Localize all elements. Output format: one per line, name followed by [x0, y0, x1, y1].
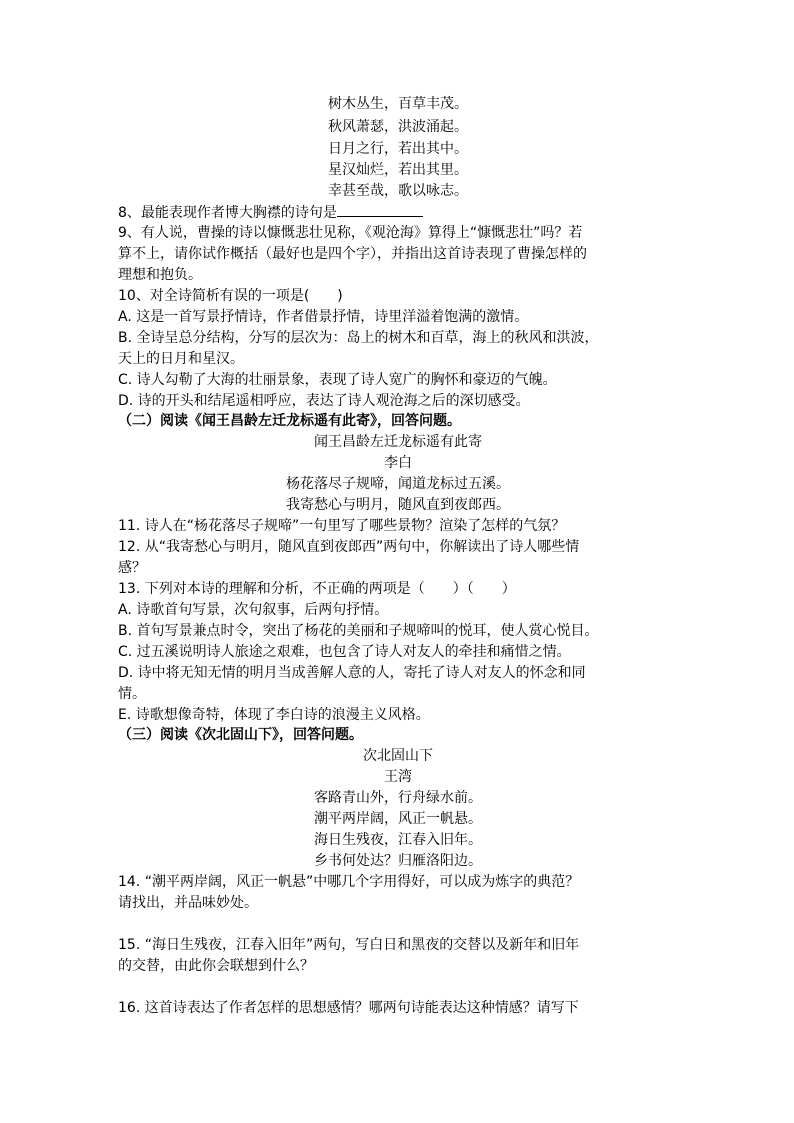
- question-13-option: D. 诗中将无知无情的明月当成善解人意的人，寄托了诗人对友人的怀念和同: [118, 665, 586, 681]
- answer-blank[interactable]: [337, 202, 423, 217]
- question-14-line: 14. “潮平两岸阔，风正一帆悬”中哪几个字用得好，可以成为炼字的典范？: [118, 874, 580, 890]
- question-8: [118, 202, 678, 224]
- poem2-line: 杨花落尽子规啼，闻道龙标过五溪。: [286, 476, 510, 492]
- question-13-stem: 13. 下列对本诗的理解和分析，不正确的两项是（ ）（ ）: [118, 581, 516, 597]
- poem3-line: 海日生残夜，江春入旧年。: [314, 832, 482, 848]
- poem3-line: 潮平两岸阔，风正一帆悬。: [314, 811, 482, 827]
- section-3-heading: （三）阅读《次北固山下》，回答问题。: [118, 727, 363, 743]
- poem3-line: 乡书何处达？归雁洛阳边。: [314, 853, 482, 869]
- poem1-line: 日月之行，若出其中。: [328, 141, 468, 157]
- question-13-option: B. 首句写景兼点时令，突出了杨花的美丽和子规啼叫的悦耳，使人赏心悦目。: [118, 623, 599, 639]
- question-13-option: A. 诗歌首句写景，次句叙事，后两句抒情。: [118, 602, 389, 618]
- question-9-line: 算不上，请你试作概括（最好也是四个字），并指出这首诗表现了曹操怎样的: [118, 246, 587, 262]
- question-15-line: 15. “海日生残夜，江春入旧年”两句，写白日和黑夜的交替以及新年和旧年: [118, 937, 580, 953]
- question-15-line: 的交替，由此你会联想到什么？: [118, 958, 314, 974]
- question-10-stem: 10、对全诗简析有误的一项是( ): [118, 288, 343, 304]
- poem3-title: 次北固山下: [363, 748, 433, 764]
- question-9-line: 9、有人说，曹操的诗以慷慨悲壮见称，《观沧海》算得上“慷慨悲壮”吗？若: [118, 225, 583, 241]
- poem1-line: 树木丛生，百草丰茂。: [328, 96, 468, 112]
- poem2-title: 闻王昌龄左迁龙标遥有此寄: [314, 434, 482, 450]
- question-10-option: 天上的日月和星汉。: [118, 351, 244, 367]
- section-2-heading: （二）阅读《闻王昌龄左迁龙标遥有此寄》，回答问题。: [118, 413, 461, 429]
- poem1-line: 星汉灿烂，若出其里。: [328, 162, 468, 178]
- question-14-line: 请找出，并品味妙处。: [118, 895, 258, 911]
- question-13-option: E. 诗歌想像奇特，体现了李白诗的浪漫主义风格。: [118, 707, 430, 723]
- poem1-line: 幸甚至哉，歌以咏志。: [328, 183, 468, 199]
- question-13-option: 情。: [118, 686, 146, 702]
- question-10-option: D. 诗的开头和结尾遥相呼应，表达了诗人观沧海之后的深切感受。: [118, 393, 530, 409]
- question-9-line: 理想和抱负。: [118, 267, 202, 283]
- question-16: 16. 这首诗表达了作者怎样的思想感情？哪两句诗能表达这种情感？请写下: [118, 1000, 579, 1016]
- poem3-author: 王湾: [384, 769, 412, 785]
- question-13-option: C. 过五溪说明诗人旅途之艰难，也包含了诗人对友人的牵挂和痛惜之情。: [118, 644, 571, 660]
- question-12-line: 感？: [118, 560, 146, 576]
- poem2-author: 李白: [384, 455, 412, 471]
- question-10-option: C. 诗人勾勒了大海的壮丽景象，表现了诗人宽广的胸怀和豪迈的气魄。: [118, 372, 557, 388]
- poem3-line: 客路青山外，行舟绿水前。: [314, 790, 482, 806]
- poem2-line: 我寄愁心与明月，随风直到夜郎西。: [286, 497, 510, 513]
- question-8-text: 8、最能表现作者博大胸襟的诗句是: [118, 205, 337, 221]
- question-10-option: B. 全诗呈总分结构，分写的层次为：岛上的树木和百草，海上的秋风和洪波，: [118, 330, 599, 346]
- question-12-line: 12. 从“我寄愁心与明月，随风直到夜郎西”两句中，你解读出了诗人哪些情: [118, 539, 580, 555]
- poem1-line: 秋风萧瑟，洪波涌起。: [328, 119, 468, 135]
- question-11: 11. 诗人在“杨花落尽子规啼”一句里写了哪些景物？渲染了怎样的气氛？: [118, 518, 566, 534]
- question-10-option: A. 这是一首写景抒情诗，作者借景抒情，诗里洋溢着饱满的激情。: [118, 309, 529, 325]
